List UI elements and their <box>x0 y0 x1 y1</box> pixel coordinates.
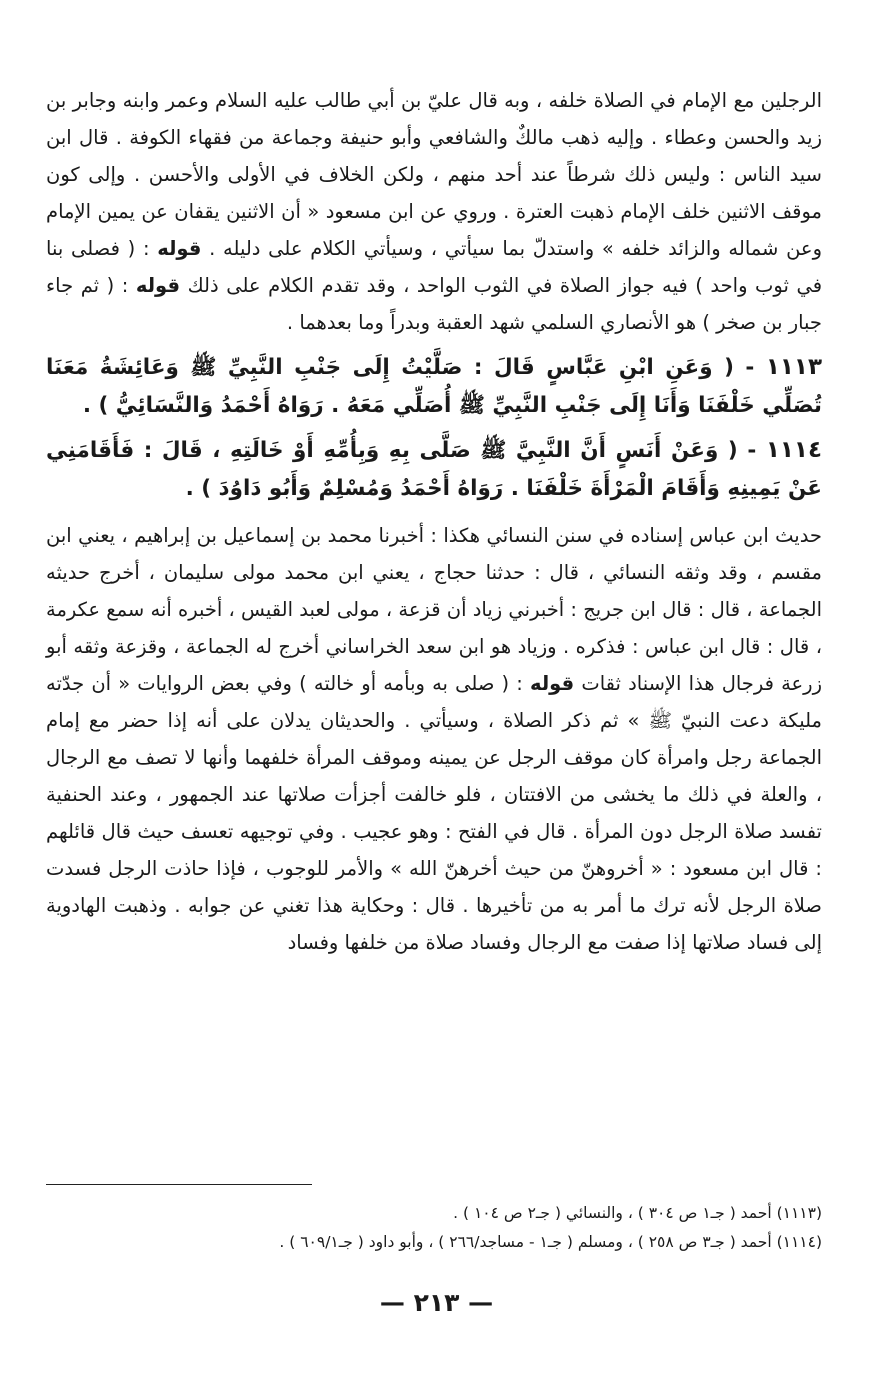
footnote-1113: (١١١٣) أحمد ( جـ١ ص ٣٠٤ ) ، والنسائي ( جـ٢ ص ١٠٤ ) . <box>453 1204 822 1222</box>
page-number: — ٢١٣ — <box>379 1288 494 1317</box>
hadith-number-1114: ١١١٤ <box>765 437 822 463</box>
commentary-text-1: حديث ابن عباس إسناده في سنن النسائي هكذا : أخبرنا محمد بن إسماعيل بن إبراهيم ، يعني ابن مقسم ، وقد وثقه النسائي ، قال : حدثنا حجاج ، يعني ابن محمد مولى سليمان ، أخرج حديثه الجماعة ، قال : قال ابن جريج : أخبرني زياد أن قزعة ، مولى لعبد القيس ، أخبره أنه سمع عكرمة ، قال : قال ابن عباس : فذكره . وزياد هو ابن سعد الخراساني أخرج له الجماعة ، وقزعة وثقه أبو زرعة فرجال هذا الإسناد ثقات <box>46 524 823 695</box>
commentary-paragraph <box>46 517 822 961</box>
intro-text-3: : ( ثم جاء جبار بن صخر ) هو الأنصاري السلمي شهد العقبة وبدراً وما بعدهما . <box>46 274 822 334</box>
footnotes <box>46 1199 822 1257</box>
footnote-1114: (١١١٤) أحمد ( جـ٣ ص ٢٥٨ ) ، ومسلم ( جـ١ - مساجد/٢٦٦ ) ، وأبو داود ( جـ٦٠٩/١ ) . <box>279 1233 822 1251</box>
hadith-1114-text: - ( وَعَنْ أَنَسٍ أَنَّ النَّبِيَّ ﷺ صَلَّى بِهِ وَبِأُمِّهِ أَوْ خَالَتِهِ ، قَالَ : فَأَقَامَنِي عَنْ يَمِينِهِ وَأَقَامَ الْمَرْأَةَ خَلْفَنَا . رَوَاهُ أَحْمَدُ وَمُسْلِمٌ وَأَبُو دَاوُدَ ) . <box>46 438 822 501</box>
intro-text-1: الرجلين مع الإمام في الصلاة خلفه ، وبه قال عليّ بن أبي طالب عليه السلام وعمر وابنه وجابر بن زيد والحسن وعطاء . وإليه ذهب مالكٌ والشافعي وأبو حنيفة وجماعة من فقهاء الكوفة . قال ابن سيد الناس : وليس ذلك شرطاً عند أحد منهم ، ولكن الخلاف في الأولى والأحسن . وإلى كون موقف الاثنين خلف الإمام ذهبت العترة . وروي عن ابن مسعود « أن الاثنين يقفان عن يمين الإمام وعن شماله والزائد خلفه » واستدلّ بما سيأتي ، وسيأتي الكلام على دليله . <box>46 89 822 260</box>
intro-keyword-qawluhu-1: قوله <box>157 237 202 260</box>
intro-keyword-qawluhu-2: قوله <box>135 274 181 297</box>
intro-paragraph <box>46 82 822 341</box>
hadith-1114 <box>46 432 822 507</box>
hadith-1113-text: - ( وَعَنِ ابْنِ عَبَّاسٍ قَالَ : صَلَّيْتُ إِلَى جَنْبِ النَّبِيِّ ﷺ وَعَائِشَةُ مَعَنَا تُصَلِّي خَلْفَنَا وَأَنَا إِلَى جَنْبِ النَّبِيِّ ﷺ أُصَلِّي مَعَهُ . رَوَاهُ أَحْمَدُ وَالنَّسَائِيُّ ) . <box>46 355 822 418</box>
commentary-text-2: : ( صلى به وبأمه أو خالته ) وفي بعض الروايات « أن جدّته مليكة دعت النبيّ ﷺ » ثم ذكر الصلاة ، وسيأتي . والحديثان يدلان على أنه إذا حضر مع إمام الجماعة رجل وامرأة كان موقف الرجل عن يمينه وموقف المرأة خلفهما وأنها لا تصف مع الرجال ، والعلة في ذلك ما يخشى من الافتتان ، فلو خالفت أجزأت صلاتها عند الجمهور ، وعند الحنفية تفسد صلاة الرجل دون المرأة . قال في الفتح : وهو عجيب . وفي توجيهه تعسف حيث قال قائلهم : قال ابن مسعود : « أخروهنّ من حيث أخرهنّ الله » والأمر للوجوب ، فإذا حاذت الرجل فسدت صلاة الرجل لأنه ترك ما أمر به من تأخيرها . قال : وحكاية هذا تغني عن جوابه . وذهبت الهادوية إلى فساد صلاتها إذا صفت مع الرجال وفساد صلاة من خلفها وفساد <box>46 672 822 954</box>
hadith-1113 <box>46 349 822 424</box>
hadith-number-1113: ١١١٣ <box>765 354 822 380</box>
commentary-keyword-qawluhu: قوله <box>530 672 575 695</box>
intro-text-2: : ( فصلى بنا في ثوب واحد ) فيه جواز الصلاة في الثوب الواحد ، وقد تقدم الكلام على ذلك <box>46 237 823 297</box>
footnote-separator <box>46 1184 312 1185</box>
page-body <box>46 82 822 961</box>
